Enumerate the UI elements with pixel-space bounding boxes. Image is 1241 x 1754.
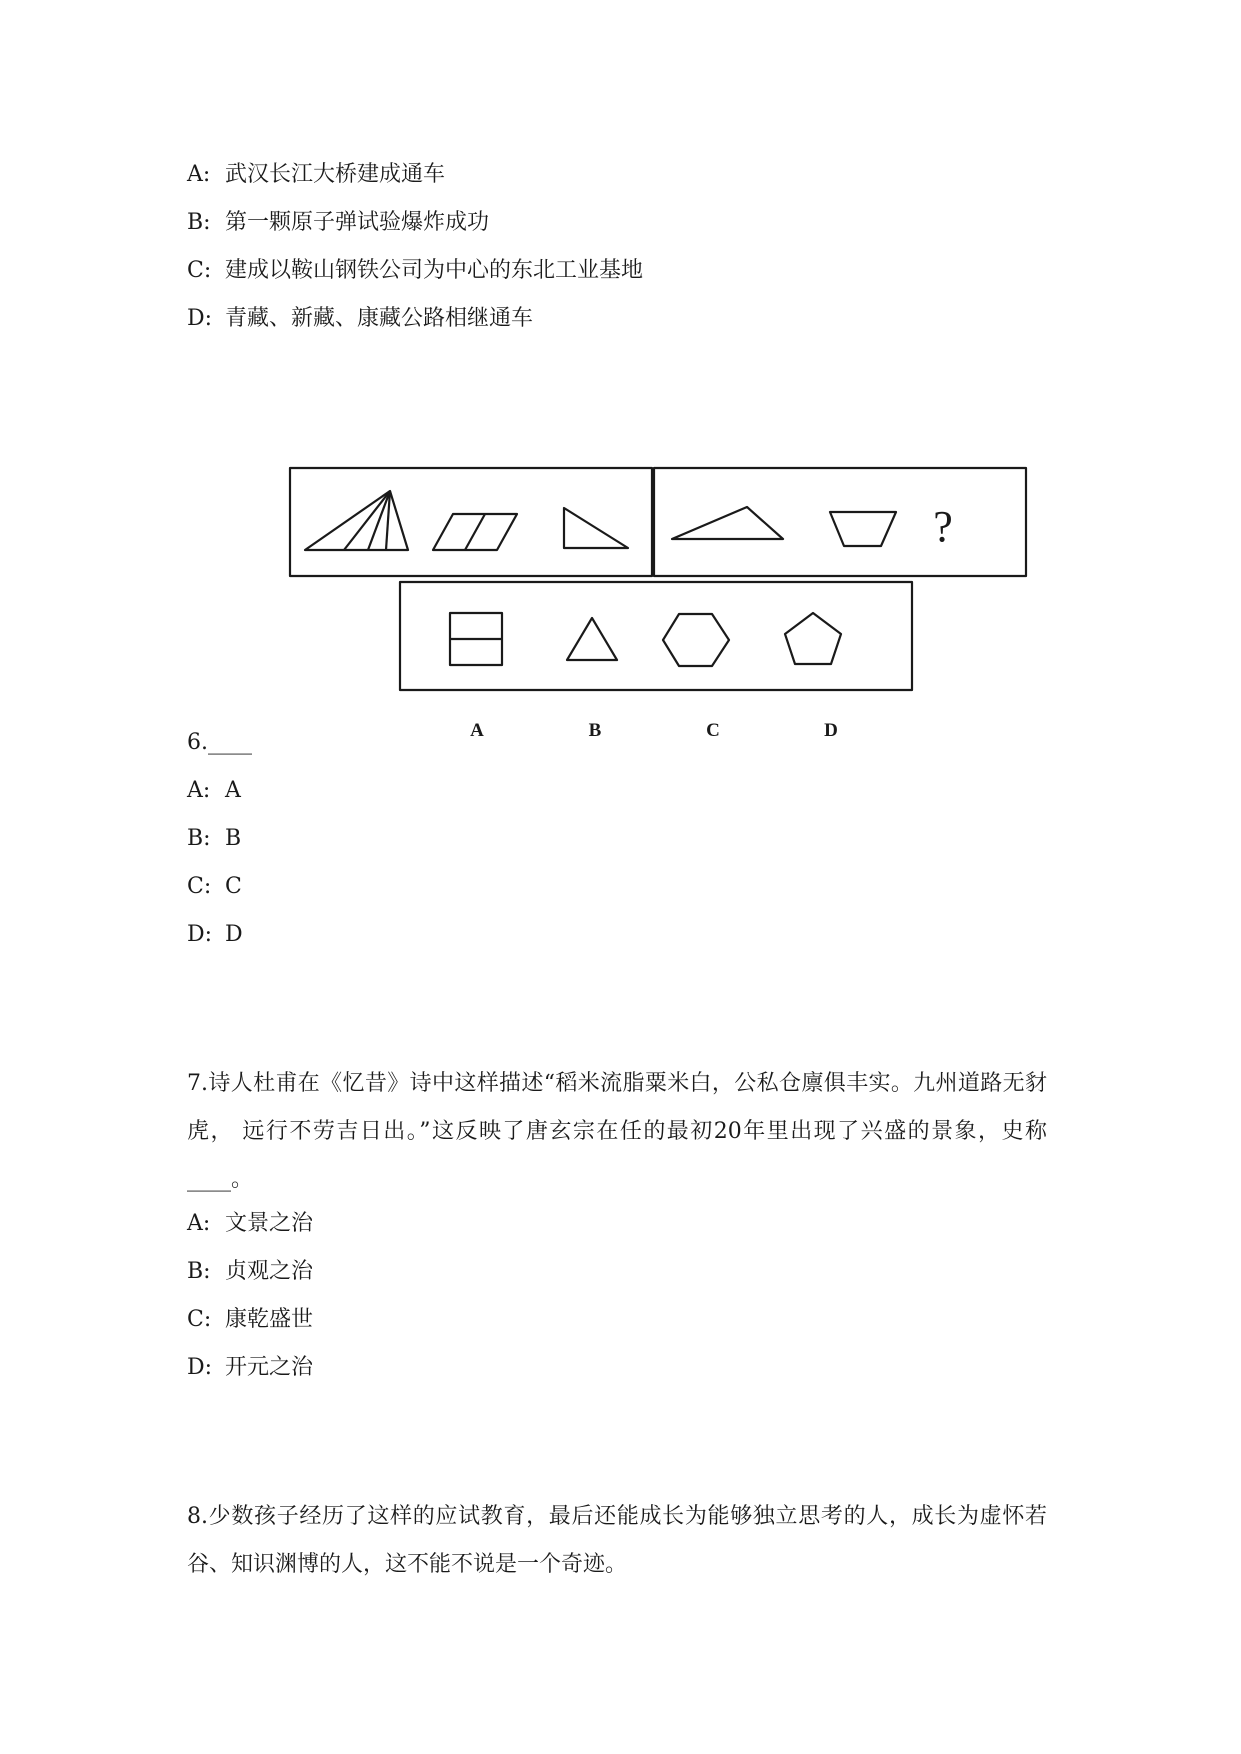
trapezoid-shape: [830, 512, 896, 546]
option-text: B: [225, 826, 242, 851]
option-text: 第一颗原子弹试验爆炸成功: [225, 210, 490, 235]
option-key: B:: [187, 826, 211, 851]
q5-option-c: [187, 256, 643, 286]
option-key: D:: [187, 1355, 213, 1380]
option-b-shape: [567, 618, 617, 660]
option-key: A:: [187, 778, 211, 803]
right-triangle-shape: [564, 508, 628, 548]
q7-option-b: [187, 1257, 313, 1287]
option-text: 建成以鞍山钢铁公司为中心的东北工业基地: [225, 258, 644, 283]
option-c-shape: [663, 614, 729, 666]
pyramid-shape: [305, 491, 408, 550]
q5-option-a: [187, 160, 445, 190]
option-key: C:: [187, 258, 212, 283]
choice-label-b: B: [588, 720, 602, 741]
q7-stem: 7.诗人杜甫在《忆昔》诗中这样描述“稻米流脂粟米白，公私仓廪俱丰实。九州道路无豺虎， 远行不劳吉日出。”这反映了唐玄宗在任的最初20年里出现了兴盛的景象，史称____。: [187, 1071, 1047, 1192]
option-key: B:: [187, 210, 211, 235]
q5-option-d: [187, 304, 533, 334]
option-text: A: [225, 778, 241, 803]
option-text: D: [225, 922, 243, 947]
option-text: 武汉长江大桥建成通车: [225, 162, 446, 187]
option-key: A:: [187, 162, 211, 187]
q7-option-c: [187, 1305, 313, 1335]
option-text: 贞观之治: [225, 1259, 314, 1284]
options-panel: [400, 582, 912, 690]
option-d-shape: [785, 613, 841, 664]
option-text: 康乾盛世: [225, 1307, 314, 1332]
option-key: A:: [187, 1211, 211, 1236]
option-a-shape: [450, 613, 502, 665]
option-key: B:: [187, 1259, 211, 1284]
option-text: C: [225, 874, 242, 899]
q6-option-a: [187, 776, 241, 806]
option-key: C:: [187, 1307, 212, 1332]
option-text: 文景之治: [225, 1211, 314, 1236]
obtuse-triangle-shape: [672, 507, 783, 539]
option-key: C:: [187, 874, 212, 899]
q6-stem: 6.____: [187, 730, 252, 755]
q6-option-b: [187, 824, 241, 854]
q6-option-c: [187, 872, 242, 902]
q6-option-d: [187, 920, 243, 950]
choice-label-d: D: [824, 720, 838, 741]
shape-puzzle-figure: [288, 466, 1028, 756]
q8-stem: 8.少数孩子经历了这样的应试教育，最后还能成长为能够独立思考的人，成长为虚怀若谷、知识渊博的人，这不能不说是一个奇迹。: [187, 1504, 1047, 1577]
double-parallelogram-shape: [433, 514, 517, 550]
q7-option-d: [187, 1353, 313, 1383]
option-key: D:: [187, 306, 213, 331]
q5-option-b: [187, 208, 489, 238]
choice-label-c: C: [706, 720, 720, 741]
option-text: 青藏、新藏、康藏公路相继通车: [225, 306, 534, 331]
question-mark: ?: [933, 502, 953, 551]
option-text: 开元之治: [225, 1355, 314, 1380]
q7-option-a: [187, 1209, 313, 1239]
option-key: D:: [187, 922, 213, 947]
choice-label-a: A: [470, 720, 484, 741]
